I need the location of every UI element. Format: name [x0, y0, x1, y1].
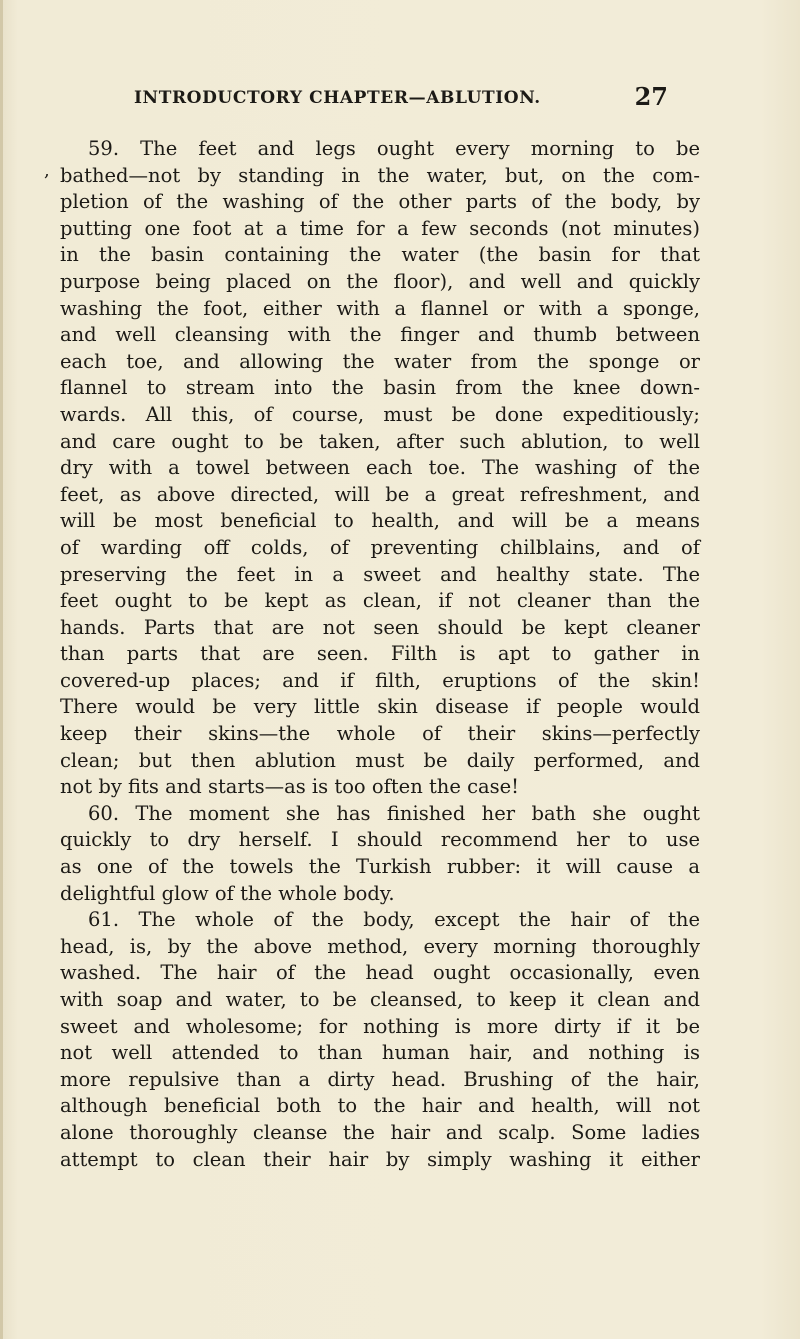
- page-edge: [0, 0, 3, 1339]
- running-head: [134, 82, 674, 118]
- text-line: as one of the towels the Turkish rubber: it will cause a: [60, 855, 700, 879]
- text-line: 60. The moment she has finished her bath she ought: [88, 801, 700, 825]
- text-line: There would be very little skin disease if people would: [60, 695, 700, 719]
- text-line: than parts that are seen. Filth is apt to gather in: [60, 642, 700, 666]
- text-line: flannel to stream into the basin from the knee down-: [60, 376, 700, 400]
- text-line: will be most beneficial to health, and will be a means: [60, 509, 700, 533]
- text-line: not well attended to than human hair, and nothing is: [60, 1041, 700, 1065]
- text-line: more repulsive than a dirty head. Brushing of the hair,: [60, 1067, 700, 1091]
- text-line: feet ought to be kept as clean, if not cleaner than the: [60, 589, 700, 613]
- text-line: not by fits and starts—as is too often the case!: [60, 775, 520, 799]
- text-line: pletion of the washing of the other parts of the body, by: [60, 190, 700, 214]
- text-line: wards. All this, of course, must be done expeditiously;: [60, 402, 700, 426]
- page-number: 27: [634, 82, 668, 111]
- text-line: quickly to dry herself. I should recommend her to use: [60, 828, 700, 852]
- text-line: and care ought to be taken, after such ablution, to well: [60, 429, 700, 453]
- text-line: alone thoroughly cleanse the hair and scalp. Some ladies: [60, 1120, 700, 1144]
- text-line: attempt to clean their hair by simply washing it either: [60, 1147, 700, 1171]
- text-line: each toe, and allowing the water from the sponge or: [60, 349, 700, 373]
- text-line: delightful glow of the whole body.: [60, 881, 395, 905]
- text-line: sweet and wholesome; for nothing is more dirty if it be: [60, 1014, 700, 1038]
- text-line: keep their skins—the whole of their skins—perfectly: [60, 722, 700, 746]
- text-line: preserving the feet in a sweet and healthy state. The: [60, 562, 700, 586]
- text-line: clean; but then ablution must be daily performed, and: [60, 748, 700, 772]
- text-line: although beneficial both to the hair and health, will not: [60, 1094, 700, 1118]
- body-text: [60, 136, 700, 1173]
- text-line: 59. The feet and legs ought every morning to be: [88, 137, 700, 160]
- stray-mark: ,: [44, 160, 50, 181]
- text-line: with soap and water, to be cleansed, to keep it clean and: [60, 988, 700, 1011]
- text-line: 61. The whole of the body, except the hair of the: [88, 908, 700, 932]
- text-line: head, is, by the above method, every morning thoroughly: [60, 934, 700, 958]
- text-line: washed. The hair of the head ought occasionally, even: [60, 961, 700, 985]
- text-line: dry with a towel between each toe. The washing of the: [60, 456, 700, 480]
- text-line: purpose being placed on the floor), and well and quickly: [60, 269, 700, 293]
- text-line: in the basin containing the water (the basin for that: [60, 243, 700, 267]
- text-line: of warding off colds, of preventing chilblains, and of: [60, 535, 700, 559]
- running-title: INTRODUCTORY CHAPTER—ABLUTION.: [134, 88, 541, 108]
- text-line: feet, as above directed, will be a great refreshment, and: [60, 482, 700, 506]
- text-line: washing the foot, either with a flannel or with a sponge,: [60, 296, 700, 320]
- text-line: putting one foot at a time for a few seconds (not minutes): [60, 216, 700, 240]
- text-line: bathed—not by standing in the water, but, on the com-: [60, 163, 700, 187]
- text-line: covered-up places; and if filth, eruptions of the skin!: [60, 668, 700, 692]
- text-line: hands. Parts that are not seen should be kept cleaner: [60, 615, 700, 639]
- text-line: and well cleansing with the finger and thumb between: [60, 323, 700, 347]
